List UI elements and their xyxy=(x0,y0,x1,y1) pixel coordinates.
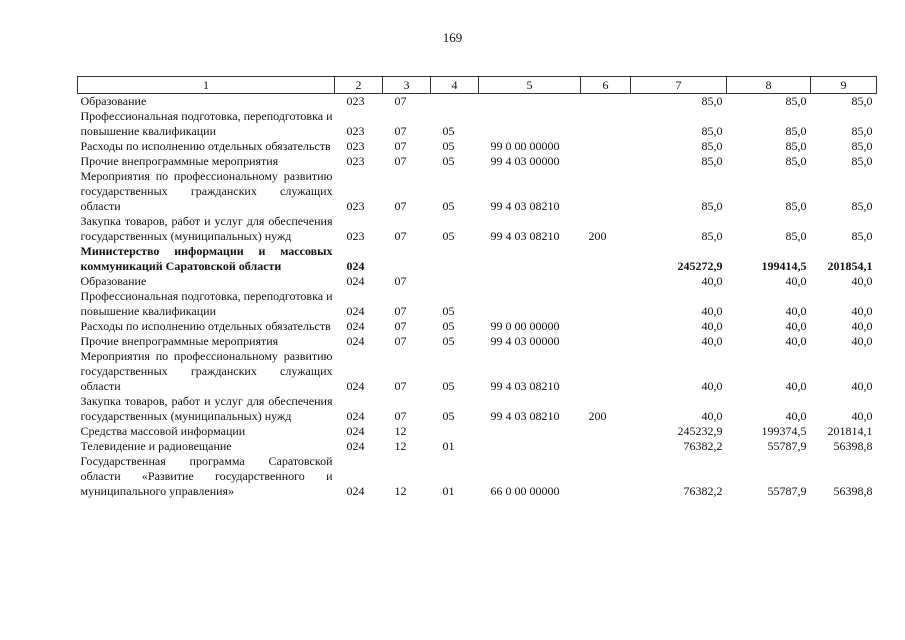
expense-type-code xyxy=(581,334,631,349)
amount-col9: 85,0 xyxy=(851,229,873,243)
amount-col7: 40,0 xyxy=(701,304,723,318)
amount-col9: 40,0 xyxy=(851,379,873,393)
column-header: 7 xyxy=(631,77,727,94)
target-article-code: 99 4 03 08210 xyxy=(490,379,560,393)
section-code: 07 xyxy=(394,409,407,423)
amount-col9: 40,0 xyxy=(851,334,873,348)
amount-col8: 40,0 xyxy=(785,379,807,393)
section-code: 07 xyxy=(394,379,407,393)
subsection-code xyxy=(431,274,479,289)
expense-type-code xyxy=(581,109,631,139)
subsection-code: 05 xyxy=(442,154,455,168)
column-header: 9 xyxy=(811,77,877,94)
expense-type-code xyxy=(581,424,631,439)
target-article-code xyxy=(479,94,581,110)
amount-col7: 85,0 xyxy=(701,199,723,213)
table-row xyxy=(78,424,877,439)
row-name: Телевидение и радиовещание xyxy=(80,439,232,453)
expense-type-code xyxy=(581,244,631,274)
amount-col7: 40,0 xyxy=(701,274,723,288)
section-code: 07 xyxy=(394,229,407,243)
target-article-code xyxy=(479,274,581,289)
section-code: 07 xyxy=(394,154,407,168)
row-name: Закупка товаров, работ и услуг для обеспечения государственных (муниципальных) нужд xyxy=(80,214,333,243)
row-name: Закупка товаров, работ и услуг для обеспечения государственных (муниципальных) нужд xyxy=(80,394,333,423)
grbs-code: 023 xyxy=(346,199,365,213)
amount-col8: 40,0 xyxy=(785,304,807,318)
row-name: Профессиональная подготовка, переподготовка и повышение квалификации xyxy=(80,109,333,138)
amount-col8: 55787,9 xyxy=(767,439,807,453)
subsection-code: 05 xyxy=(442,139,455,153)
target-article-code: 66 0 00 00000 xyxy=(490,484,560,498)
table-body xyxy=(78,94,877,500)
grbs-code: 024 xyxy=(346,409,365,423)
target-article-code: 99 4 03 00000 xyxy=(490,334,560,348)
column-header: 1 xyxy=(78,77,335,94)
subsection-code: 01 xyxy=(442,484,455,498)
amount-col9: 40,0 xyxy=(851,274,873,288)
row-name: Прочие внепрограммные мероприятия xyxy=(80,334,279,348)
grbs-code: 024 xyxy=(346,484,365,498)
table-row xyxy=(78,169,877,214)
subsection-code xyxy=(431,424,479,439)
column-header: 4 xyxy=(431,77,479,94)
amount-col9: 85,0 xyxy=(851,199,873,213)
expense-type-code xyxy=(581,94,631,110)
subsection-code: 05 xyxy=(442,229,455,243)
amount-col8: 85,0 xyxy=(785,154,807,168)
column-header: 8 xyxy=(727,77,811,94)
amount-col7: 76382,2 xyxy=(683,439,723,453)
target-article-code: 99 4 03 08210 xyxy=(490,199,560,213)
amount-col8: 40,0 xyxy=(785,274,807,288)
row-name: Профессиональная подготовка, переподготовка и повышение квалификации xyxy=(80,289,333,318)
amount-col7: 40,0 xyxy=(701,379,723,393)
column-header: 5 xyxy=(479,77,581,94)
column-header: 6 xyxy=(581,77,631,94)
amount-col8: 85,0 xyxy=(785,94,807,108)
row-name: Образование xyxy=(80,94,147,108)
section-code: 12 xyxy=(394,439,407,453)
section-code: 07 xyxy=(394,94,407,108)
expense-type-code xyxy=(581,454,631,499)
subsection-code xyxy=(431,244,479,274)
amount-col7: 85,0 xyxy=(701,154,723,168)
target-article-code xyxy=(479,289,581,319)
section-code: 07 xyxy=(394,319,407,333)
table-row xyxy=(78,244,877,274)
amount-col9: 56398,8 xyxy=(833,484,873,498)
table-row xyxy=(78,319,877,334)
amount-col7: 245232,9 xyxy=(677,424,723,438)
grbs-code: 023 xyxy=(346,139,365,153)
expense-type-code xyxy=(581,289,631,319)
target-article-code: 99 0 00 00000 xyxy=(490,139,560,153)
amount-col9: 56398,8 xyxy=(833,439,873,453)
amount-col9: 85,0 xyxy=(851,154,873,168)
amount-col9: 40,0 xyxy=(851,409,873,423)
expense-type-code xyxy=(581,439,631,454)
section-code: 12 xyxy=(394,424,407,438)
amount-col8: 85,0 xyxy=(785,139,807,153)
section-code: 07 xyxy=(394,334,407,348)
target-article-code: 99 4 03 00000 xyxy=(490,154,560,168)
section-code: 07 xyxy=(394,274,407,288)
amount-col7: 245272,9 xyxy=(677,259,723,273)
amount-col9: 201854,1 xyxy=(827,259,873,273)
amount-col8: 55787,9 xyxy=(767,484,807,498)
section-code xyxy=(383,244,431,274)
grbs-code: 024 xyxy=(346,334,365,348)
amount-col8: 85,0 xyxy=(785,124,807,138)
amount-col8: 199414,5 xyxy=(761,259,807,273)
target-article-code: 99 4 03 08210 xyxy=(490,229,560,243)
expense-type-code xyxy=(581,274,631,289)
subsection-code: 05 xyxy=(442,379,455,393)
expense-type-code: 200 xyxy=(588,409,607,423)
amount-col8: 199374,5 xyxy=(761,424,807,438)
target-article-code xyxy=(479,424,581,439)
expense-type-code xyxy=(581,319,631,334)
grbs-code: 023 xyxy=(346,94,365,108)
row-name: Расходы по исполнению отдельных обязательств xyxy=(80,319,331,333)
row-name: Расходы по исполнению отдельных обязательств xyxy=(80,139,331,153)
amount-col7: 85,0 xyxy=(701,124,723,138)
budget-table xyxy=(77,76,877,499)
grbs-code: 024 xyxy=(346,274,365,288)
subsection-code xyxy=(431,94,479,110)
amount-col9: 85,0 xyxy=(851,124,873,138)
amount-col8: 40,0 xyxy=(785,409,807,423)
subsection-code: 05 xyxy=(442,304,455,318)
table-row xyxy=(78,439,877,454)
amount-col7: 40,0 xyxy=(701,319,723,333)
column-header: 2 xyxy=(335,77,383,94)
target-article-code xyxy=(479,244,581,274)
amount-col9: 85,0 xyxy=(851,139,873,153)
subsection-code: 05 xyxy=(442,124,455,138)
amount-col8: 40,0 xyxy=(785,319,807,333)
amount-col7: 40,0 xyxy=(701,409,723,423)
subsection-code: 05 xyxy=(442,334,455,348)
amount-col7: 85,0 xyxy=(701,139,723,153)
grbs-code: 024 xyxy=(346,259,365,273)
grbs-code: 024 xyxy=(346,304,365,318)
amount-col9: 85,0 xyxy=(851,94,873,108)
expense-type-code xyxy=(581,139,631,154)
expense-type-code: 200 xyxy=(588,229,607,243)
subsection-code: 05 xyxy=(442,199,455,213)
section-code: 07 xyxy=(394,124,407,138)
grbs-code: 024 xyxy=(346,424,365,438)
amount-col7: 40,0 xyxy=(701,334,723,348)
subsection-code: 01 xyxy=(442,439,455,453)
amount-col7: 76382,2 xyxy=(683,484,723,498)
section-code: 07 xyxy=(394,199,407,213)
row-name: Прочие внепрограммные мероприятия xyxy=(80,154,279,168)
row-name: Мероприятия по профессиональному развитию государственных гражданских служащих области xyxy=(80,169,333,213)
expense-type-code xyxy=(581,154,631,169)
target-article-code: 99 0 00 00000 xyxy=(490,319,560,333)
table-row xyxy=(78,274,877,289)
column-number-header-row xyxy=(78,77,877,94)
amount-col9: 201814,1 xyxy=(827,424,873,438)
table-row xyxy=(78,394,877,424)
table-row xyxy=(78,214,877,244)
row-name: Государственная программа Саратовской области «Развитие государственного и муниципального управления» xyxy=(80,454,333,498)
row-name: Министерство информации и массовых коммуникаций Саратовской области xyxy=(80,244,333,273)
grbs-code: 023 xyxy=(346,154,365,168)
amount-col9: 40,0 xyxy=(851,319,873,333)
grbs-code: 023 xyxy=(346,124,365,138)
grbs-code: 024 xyxy=(346,379,365,393)
expense-type-code xyxy=(581,169,631,214)
amount-col8: 85,0 xyxy=(785,229,807,243)
section-code: 07 xyxy=(394,139,407,153)
table-row xyxy=(78,454,877,499)
target-article-code xyxy=(479,439,581,454)
table-row xyxy=(78,94,877,110)
row-name: Средства массовой информации xyxy=(80,424,246,438)
table-row xyxy=(78,334,877,349)
grbs-code: 024 xyxy=(346,439,365,453)
amount-col7: 85,0 xyxy=(701,229,723,243)
section-code: 12 xyxy=(394,484,407,498)
column-header: 3 xyxy=(383,77,431,94)
row-name: Мероприятия по профессиональному развитию государственных гражданских служащих области xyxy=(80,349,333,393)
grbs-code: 023 xyxy=(346,229,365,243)
section-code: 07 xyxy=(394,304,407,318)
subsection-code: 05 xyxy=(442,319,455,333)
table-row xyxy=(78,109,877,139)
amount-col9: 40,0 xyxy=(851,304,873,318)
expense-type-code xyxy=(581,349,631,394)
subsection-code: 05 xyxy=(442,409,455,423)
amount-col7: 85,0 xyxy=(701,94,723,108)
grbs-code: 024 xyxy=(346,319,365,333)
target-article-code: 99 4 03 08210 xyxy=(490,409,560,423)
amount-col8: 40,0 xyxy=(785,334,807,348)
table-row xyxy=(78,139,877,154)
table-row xyxy=(78,289,877,319)
amount-col8: 85,0 xyxy=(785,199,807,213)
target-article-code xyxy=(479,109,581,139)
page-number: 169 xyxy=(442,30,463,45)
row-name: Образование xyxy=(80,274,147,288)
table-row xyxy=(78,349,877,394)
table-row xyxy=(78,154,877,169)
